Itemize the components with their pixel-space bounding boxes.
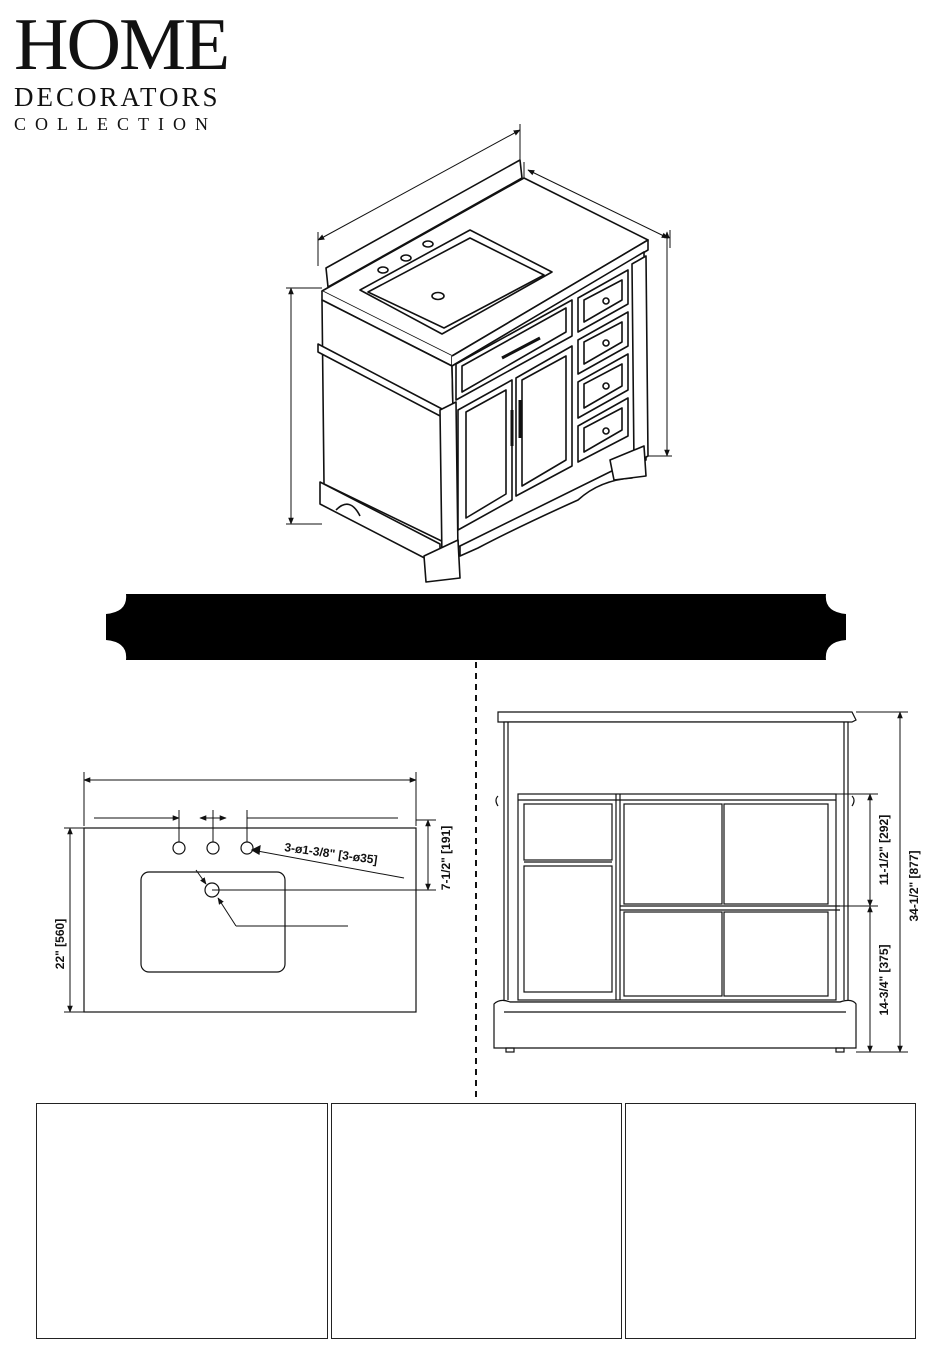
logo-decorators-text: DECORATORS bbox=[14, 82, 221, 112]
upper-height-label: 11-1/2" [292] bbox=[877, 814, 891, 886]
front-view-drawing bbox=[494, 712, 908, 1052]
info-box-1 bbox=[36, 1103, 328, 1339]
logo-home-text: HOME bbox=[14, 4, 229, 86]
lower-height-label: 14-3/4" [375] bbox=[877, 944, 891, 1016]
depth-dimension-label: 22" [560] bbox=[53, 918, 67, 970]
faucet-offset-label: 7-1/2" [191] bbox=[439, 825, 453, 891]
hole-diameter-label: 3-ø1-3/8" [3-ø35] bbox=[283, 840, 379, 868]
overall-height-label: 34-1/2" [877] bbox=[907, 850, 921, 922]
logo-collection-text: COLLECTION bbox=[14, 114, 217, 134]
info-box-2 bbox=[331, 1103, 622, 1339]
info-box-3 bbox=[625, 1103, 916, 1339]
isometric-vanity bbox=[286, 124, 672, 582]
top-view-drawing bbox=[64, 772, 436, 1012]
title-banner bbox=[106, 594, 846, 660]
